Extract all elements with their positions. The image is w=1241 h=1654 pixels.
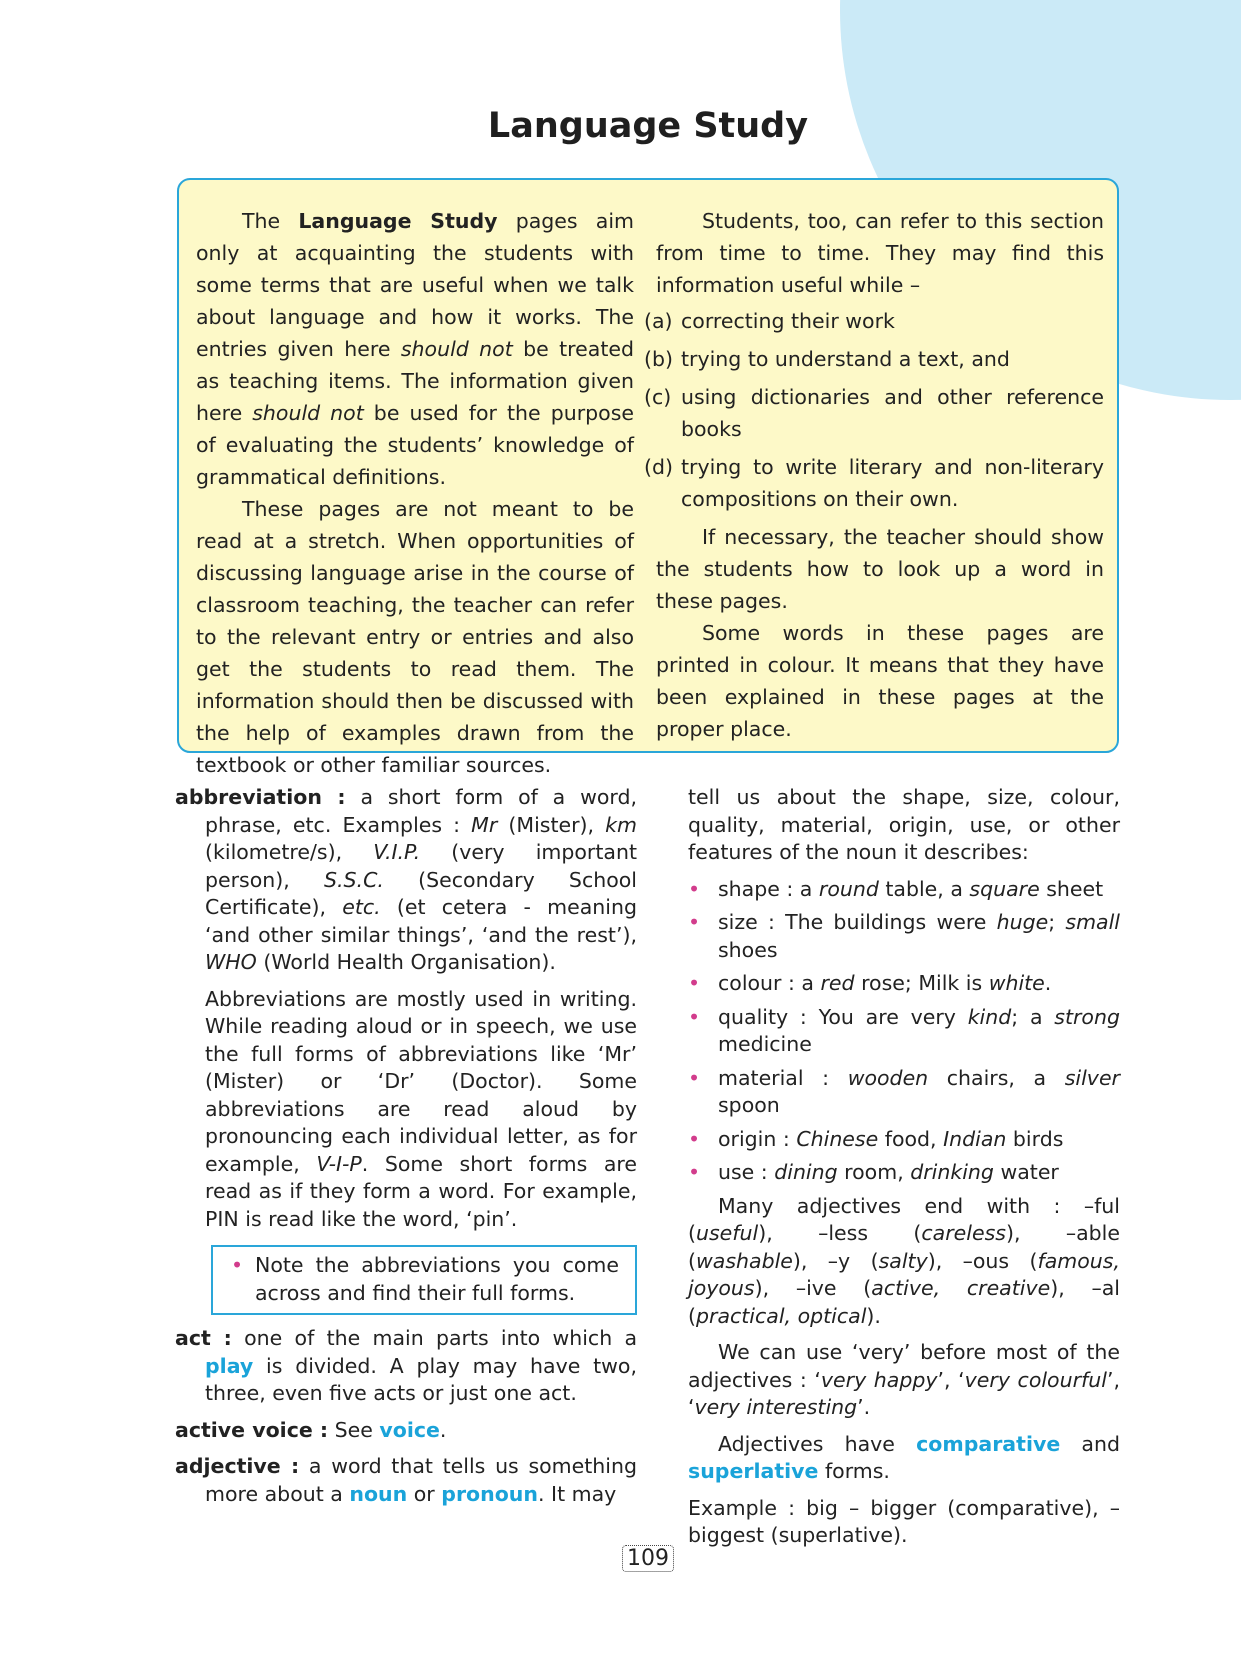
bullet-icon: • xyxy=(688,971,701,995)
emphasis-italic: should not xyxy=(252,401,364,425)
abbreviation-usage-paragraph: Abbreviations are mostly used in writing. While reading aloud or in speech, we use the full forms of abbreviations like ‘Mr’ (Mister) or ‘Dr’ (Doctor). Some abbreviations are read aloud by pronouncing each individual letter, as for example, V-I-P. Some short forms are read as if they form a word. For example, PIN is read like the word, ‘pin’. xyxy=(205,986,637,1231)
adjective-example: Example : big – bigger (comparative), – biggest (superlative). xyxy=(688,1495,1120,1547)
term-adjective: adjective : xyxy=(175,1454,300,1478)
link-noun[interactable]: noun xyxy=(349,1481,408,1506)
glossary-right-column xyxy=(688,784,1120,1559)
note-text: Note the abbreviations you come across and find their full forms. xyxy=(255,1253,619,1305)
intro-paragraph-5: Some words in these pages are printed in colour. It means that they have been explained in these pages at the proper place. xyxy=(656,621,1104,741)
link-voice[interactable]: voice xyxy=(379,1417,440,1442)
entry-active-voice: active voice : See voice. xyxy=(175,1417,447,1442)
list-item: • size : The buildings were huge; small shoes xyxy=(688,910,1120,962)
term-abbreviation: abbreviation : xyxy=(175,785,346,809)
entry-adjective: adjective : a word that tells us something more about a noun or pronoun. It may xyxy=(175,1454,637,1506)
bullet-icon: • xyxy=(688,910,701,934)
adjective-continuation: tell us about the shape, size, colour, quality, material, origin, use, or other features of the noun it describes: xyxy=(688,785,1120,864)
entry-act: act : one of the main parts into which a play is divided. A play may have two, three, even five acts or just one act. xyxy=(175,1326,638,1405)
bullet-icon: • xyxy=(688,1065,701,1090)
adjective-feature-list xyxy=(688,876,1120,1187)
note-box xyxy=(211,1245,637,1315)
intro-paragraph-3: Students, too, can refer to this section from time to time. They may find this information useful while – xyxy=(656,209,1104,297)
link-play[interactable]: play xyxy=(205,1353,254,1378)
term-active-voice: active voice : xyxy=(175,1417,329,1442)
emphasis-bold: Language Study xyxy=(298,209,498,233)
list-item: (b) trying to understand a text, and xyxy=(644,347,1010,371)
link-pronoun[interactable]: pronoun xyxy=(441,1481,538,1506)
list-item: • quality : You are very kind; a strong medicine xyxy=(688,1004,1120,1056)
bullet-icon: • xyxy=(231,1253,244,1277)
list-item: • colour : a red rose; Milk is white. xyxy=(688,970,1120,998)
page-title: Language Study xyxy=(487,106,809,146)
adjective-endings-paragraph: Many adjectives end with : –ful (useful), –less (careless), –able (washable), –y (salty), –ous (famous, joyous), –ive (active, creative), –al (practical, optical). xyxy=(688,1193,1121,1328)
list-item: • use : dining room, drinking water xyxy=(688,1159,1120,1187)
list-item: • origin : Chinese food, Indian birds xyxy=(688,1126,1120,1154)
list-item: (d) trying to write literary and non-literary compositions on their own. xyxy=(644,455,1104,511)
adjective-forms-paragraph: Adjectives have comparative and superlative forms. xyxy=(688,1431,1120,1483)
list-item: • material : wooden chairs, a silver spoon xyxy=(688,1065,1120,1117)
bullet-icon: • xyxy=(688,1126,701,1151)
bullet-icon: • xyxy=(688,1004,701,1029)
list-item: • shape : a round table, a square sheet xyxy=(688,876,1120,904)
intro-list xyxy=(644,305,1104,515)
bullet-icon: • xyxy=(688,1160,701,1184)
intro-paragraph-2: These pages are not meant to be read at a stretch. When opportunities of discussing language arise in the course of classroom teaching, the teacher can refer to the relevant entry or entries and also get the students to read them. The information should then be discussed with the help of examples drawn from the textbook or other familiar sources. xyxy=(196,497,634,777)
entry-abbreviation: abbreviation : a short form of a word, phrase, etc. Examples : Mr (Mister), km (kilometre/s), V.I.P. (very important person), S.S.C. (Secondary School Certificate), etc. (et cetera - meaning ‘and other similar things’, ‘and the rest’), WHO (World Health Organisation). xyxy=(175,785,637,974)
list-item: (a) correcting their work xyxy=(644,309,895,333)
adjective-very-paragraph: We can use ‘very’ before most of the adjectives : ‘very happy’, ‘very colourful’, ‘very interesting’. xyxy=(688,1340,1120,1419)
glossary-left-column xyxy=(175,784,637,1517)
link-comparative[interactable]: comparative xyxy=(916,1431,1061,1456)
list-item: (c) using dictionaries and other reference books xyxy=(644,385,1104,441)
term-act: act : xyxy=(175,1326,232,1350)
bullet-icon: • xyxy=(688,876,701,901)
intro-right-column xyxy=(644,205,1104,745)
page-number: 109 xyxy=(0,1545,1241,1572)
intro-paragraph-1: The Language Study pages aim only at acquainting the students with some terms that are useful when we talk about language and how it works. The entries given here should not be treated as teaching items. The information given here should not be used for the purpose of evaluating the students’ knowledge of grammatical definitions. xyxy=(196,209,635,489)
intro-paragraph-4: If necessary, the teacher should show the students how to look up a word in these pages. xyxy=(656,525,1104,613)
emphasis-italic: should not xyxy=(400,337,513,361)
intro-left-column xyxy=(196,205,634,781)
link-superlative[interactable]: superlative xyxy=(688,1459,819,1483)
